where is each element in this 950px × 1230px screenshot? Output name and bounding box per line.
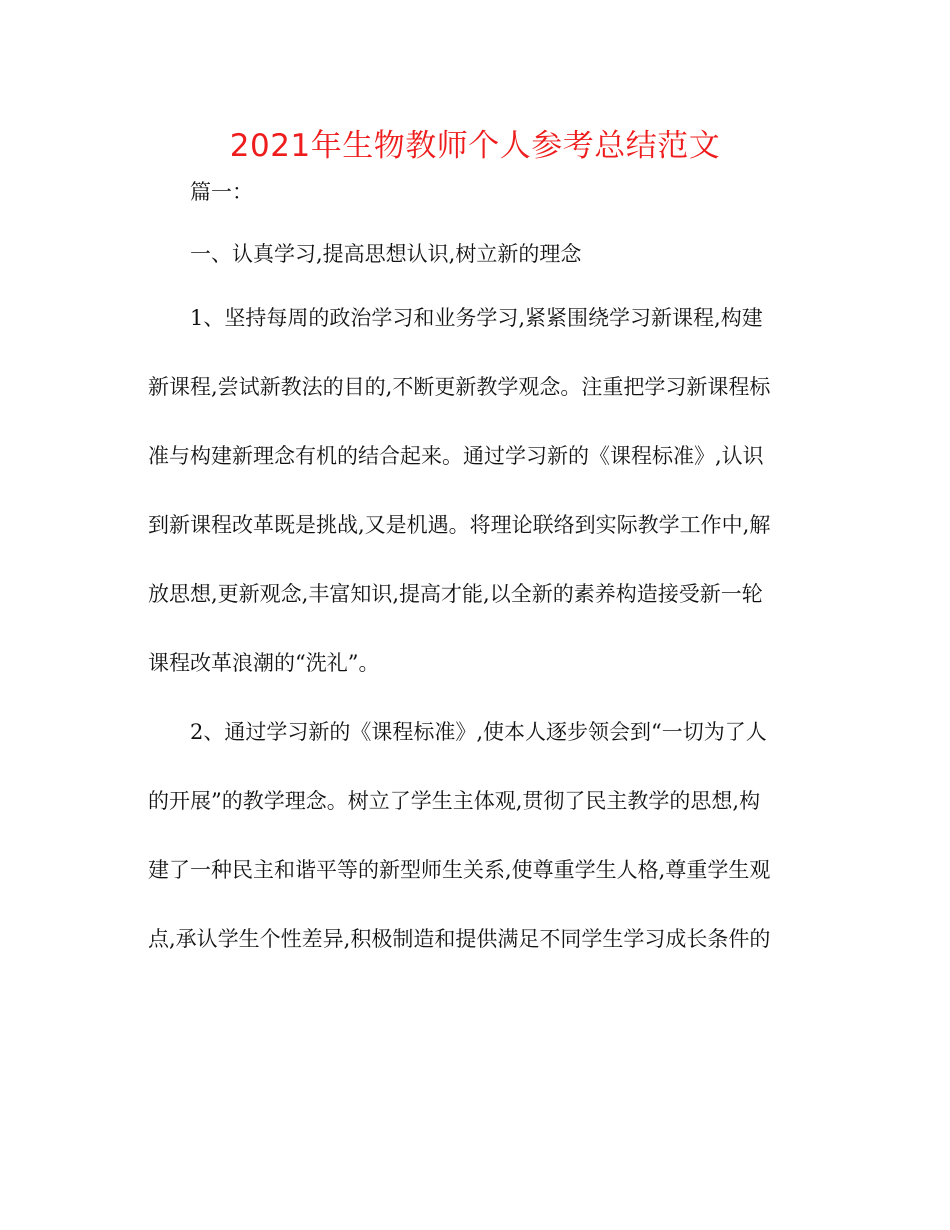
paragraph-line: 的开展”的教学理念。树立了学生主体观,贯彻了民主教学的思想,构 (148, 789, 761, 813)
paragraph-line: 准与构建新理念有机的结合起来。通过学习新的《课程标准》,认识 (148, 444, 764, 468)
paragraph-line: 点,承认学生个性差异,积极制造和提供满足不同学生学习成长条件的 (148, 927, 771, 951)
document-title: 2021年生物教师个人参考总结范文 (229, 128, 721, 164)
paragraph-line: 放思想,更新观念,丰富知识,提高才能,以全新的素养构造接受新一轮 (148, 582, 763, 606)
section-heading-part-one: 篇一： (190, 180, 253, 204)
paragraph-line: 新课程,尝试新教法的目的,不断更新教学观念。注重把学习新课程标 (148, 375, 771, 399)
paragraph-line: 课程改革浪潮的“洗礼”。 (148, 651, 380, 675)
paragraph-line: 建了一种民主和谐平等的新型师生关系,使尊重学生人格,尊重学生观 (148, 858, 771, 882)
paragraph-line: 2、通过学习新的《课程标准》,使本人逐步领会到“一切为了人 (190, 720, 767, 744)
paragraph-line: 到新课程改革既是挑战,又是机遇。将理论联络到实际教学工作中,解 (148, 513, 771, 537)
paragraph-line: 1、坚持每周的政治学习和业务学习,紧紧围绕学习新课程,构建 (190, 306, 763, 330)
section-heading-study: 一、认真学习,提高思想认识,树立新的理念 (190, 242, 582, 266)
